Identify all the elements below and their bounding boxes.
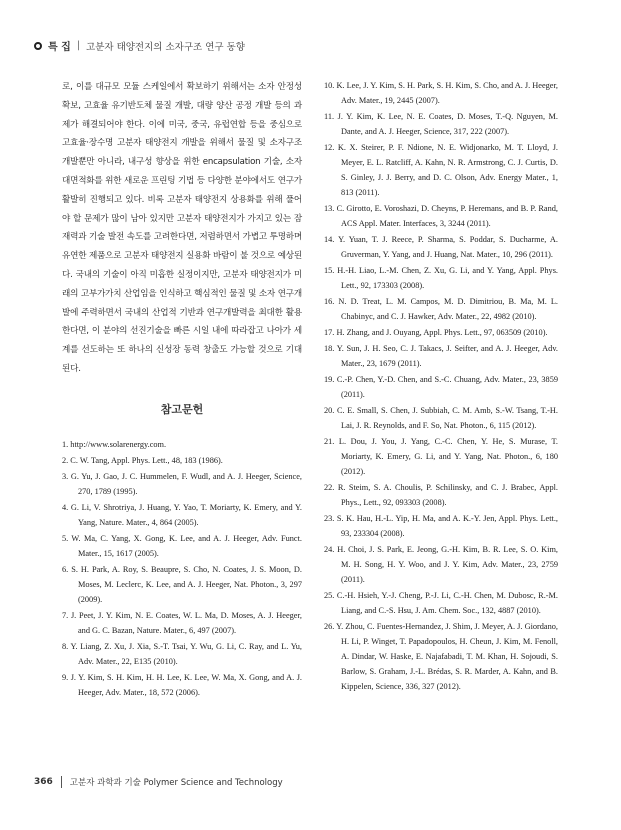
reference-item: 15. H.-H. Liao, L.-M. Chen, Z. Xu, G. Li, and Y. Yang, Appl. Phys. Lett., 92, 173303 (2008). (324, 266, 558, 290)
reference-item: 19. C.-P. Chen, Y.-D. Chen, and S.-C. Chuang, Adv. Mater., 23, 3859 (2011). (324, 375, 558, 399)
references-heading: 참고문헌 (160, 402, 204, 416)
reference-item: 5. W. Ma, C. Yang, X. Gong, K. Lee, and A. J. Heeger, Adv. Funct. Mater., 15, 1617 (2005). (62, 533, 302, 558)
reference-item: 25. C.-H. Hsieh, Y.-J. Cheng, P.-J. Li, C.-H. Chen, M. Dubosc, R.-M. Liang, and C.-S. Hsu, J. Am. Chem. Soc., 132, 4887 (2010). (324, 591, 558, 615)
reference-item: 26. Y. Zhou, C. Fuentes-Hernandez, J. Shim, J. Meyer, A. J. Giordano, H. Li, P. Winget, T. Papadopoulos, H. Cheun, J. Kim, M. Fenoll, A. Dindar, W. Haske, E. Najafabadi, T. M. Khan, H. Sojoudi, S. Barlow, S. Graham, J.-L. Brédas, S. R. Marder, A. Kahn, and B. Kippelen, Science, 336, 327 (2012). (324, 622, 558, 691)
reference-item: 17. H. Zhang, and J. Ouyang, Appl. Phys. Lett., 97, 063509 (2010). (324, 328, 548, 337)
reference-item: 13. C. Girotto, E. Voroshazi, D. Cheyns, P. Heremans, and B. P. Rand, ACS Appl. Mater. Interfaces, 3, 3244 (2011). (324, 204, 558, 228)
reference-item: 14. Y. Yuan, T. J. Reece, P. Sharma, S. Poddar, S. Ducharme, A. Gruverman, Y. Yang, and J. Huang, Nat. Mater., 10, 296 (2011). (324, 235, 558, 259)
reference-item: 11. J. Y. Kim, K. Lee, N. E. Coates, D. Moses, T.-Q. Nguyen, M. Dante, and A. J. Heeger, Science, 317, 222 (2007). (324, 112, 558, 136)
right-column (324, 78, 558, 695)
reference-item: 23. S. K. Hau, H.-L. Yip, H. Ma, and A. K.-Y. Jen, Appl. Phys. Lett., 93, 233304 (2008). (324, 514, 558, 538)
references-list-left (62, 437, 302, 700)
reference-item: 2. C. W. Tang, Appl. Phys. Lett., 48, 183 (1986). (62, 455, 223, 465)
reference-item: 4. G. Li, V. Shrotriya, J. Huang, Y. Yao, T. Moriarty, K. Emery, and Y. Yang, Nature. Mater., 4, 864 (2005). (62, 502, 302, 527)
journal-name: 고분자 과학과 기술 Polymer Science and Technology (61, 776, 283, 788)
reference-item: 21. L. Dou, J. You, J. Yang, C.-C. Chen, Y. He, S. Murase, T. Moriarty, K. Emery, G. Li, and Y. Yang, Nat. Photon., 6, 180 (2012). (324, 437, 558, 476)
header-separator: | (76, 40, 81, 51)
reference-item: 16. N. D. Treat, L. M. Campos, M. D. Dimitriou, B. Ma, M. L. Chabinyc, and C. J. Hawker, Adv. Mater., 22, 4982 (2010). (324, 297, 558, 321)
reference-item: 24. H. Choi, J. S. Park, E. Jeong, G.-H. Kim, B. R. Lee, S. O. Kim, M. H. Song, H. Y. Woo, and J. Y. Kim, Adv. Mater., 23, 2759 (2011). (324, 545, 558, 584)
left-column (62, 78, 302, 701)
running-header (34, 38, 245, 53)
feature-label: 특 집 (48, 42, 71, 53)
circle-bullet-icon (34, 42, 42, 50)
reference-item: 20. C. E. Small, S. Chen, J. Subbiah, C. M. Amb, S.-W. Tsang, T.-H. Lai, J. R. Reynolds, and F. So, Nat. Photon., 6, 115 (2012). (324, 406, 558, 430)
references-list-right (324, 78, 558, 694)
reference-item: 18. Y. Sun, J. H. Seo, C. J. Takacs, J. Seifter, and A. J. Heeger, Adv. Mater., 23, 1679 (2011). (324, 344, 558, 368)
reference-item: 10. K. Lee, J. Y. Kim, S. H. Park, S. H. Kim, S. Cho, and A. J. Heeger, Adv. Mater., 19, 2445 (2007). (324, 81, 558, 105)
body-paragraph: 로, 이를 대규모 모듈 스케일에서 확보하기 위해서는 소자 안정성 확보, 고효율 유기반도체 물질 개발, 대량 양산 공정 개발 등의 과제가 해결되어야 한다. 이에 미국, 중국, 유럽연합 등을 중심으로 고효율·장수명 고분자 태양전지 개발을 위해서 물질 및 소자구조 개발뿐만 아니라, 내구성 향상을 위한 encapsulation 기술, 소자 대면적화를 위한 새로운 프린팅 기법 등 다양한 분야에서도 연구가 활발히 진행되고 있다. 비록 고분자 태양전지 상용화를 위해 풀어야 할 문제가 많이 남아 있지만 고분자 태양전지가 가지고 있는 잠재력과 기술 발전 속도를 고려한다면, 저렴하면서 가볍고 투명하며 유연한 제품으로 고분자 태양전지 실용화 바람이 불 것으로 예상된다. 국내의 기술이 아직 미흡한 실정이지만, 고분자 태양전지가 미래의 고부가가치 산업임을 인식하고 핵심적인 물질 및 소자 연구개발에 주력하면서 국내의 산업적 기반과 연구개발력을 최대한 활용한다면, 이 분야의 선진기술을 빠른 시일 내에 따라잡고 나아가 세계를 선도하는 또 하나의 신성장 동력 창출도 가능할 것으로 기대된다. (62, 82, 302, 374)
reference-item: 6. S. H. Park, A. Roy, S. Beaupre, S. Cho, N. Coates, J. S. Moon, D. Moses, M. Leclerc, K. Lee, and A. J. Heeger, Nat. Photon., 3, 297 (2009). (62, 564, 302, 604)
reference-item: 9. J. Y. Kim, S. H. Kim, H. H. Lee, K. Lee, W. Ma, X. Gong, and A. J. Heeger, Adv. Mater., 18, 572 (2006). (62, 672, 302, 697)
page-footer (34, 776, 283, 788)
reference-item: 3. G. Yu, J. Gao, J. C. Hummelen, F. Wudl, and A. J. Heeger, Science, 270, 1789 (1995). (62, 471, 302, 496)
reference-item: 7. J. Peet, J. Y. Kim, N. E. Coates, W. L. Ma, D. Moses, A. J. Heeger, and G. C. Bazan, Nature. Mater., 6, 497 (2007). (62, 610, 302, 635)
reference-item: 1. http://www.solarenergy.com. (62, 439, 167, 449)
reference-item: 8. Y. Liang, Z. Xu, J. Xia, S.-T. Tsai, Y. Wu, G. Li, C. Ray, and L. Yu, Adv. Mater., 22, E135 (2010). (62, 641, 302, 666)
reference-item: 12. K. X. Steirer, P. F. Ndione, N. E. Widjonarko, M. T. Lloyd, J. Meyer, E. L. Ratcliff, A. Kahn, N. R. Armstrong, C. J. Curtis, D. S. Ginley, J. J. Berry, and D. C. Olson, Adv. Energy Mater., 1, 813 (2011). (324, 143, 558, 197)
article-title: 고분자 태양전지의 소자구조 연구 동향 (86, 41, 245, 53)
reference-item: 22. R. Steim, S. A. Choulis, P. Schilinsky, and C. J. Brabec, Appl. Phys., Lett., 92, 093303 (2008). (324, 483, 558, 507)
page-number: 366 (34, 777, 53, 787)
